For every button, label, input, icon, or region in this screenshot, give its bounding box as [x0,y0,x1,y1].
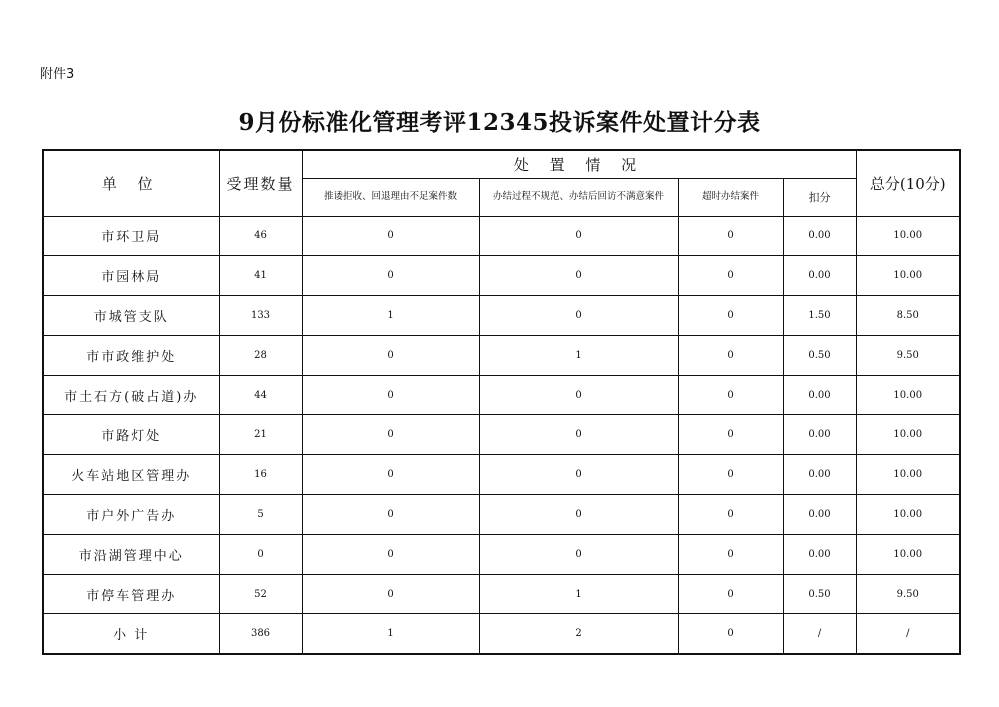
total-cell: 10.00 [856,256,960,296]
total-cell: 8.50 [856,296,960,336]
header-irregular: 办结过程不规范、办结后回访不满意案件 [479,178,678,216]
deduction-cell: 0.00 [783,216,856,256]
total-cell: 10.00 [856,216,960,256]
total-cell: 10.00 [856,375,960,415]
table-row [43,256,960,296]
table-row [43,335,960,375]
overtime-cell: 0 [678,574,783,614]
table-row [43,296,960,336]
total-cell: 9.50 [856,335,960,375]
overtime-cell: 0 [678,495,783,535]
overtime-cell: 0 [678,534,783,574]
accepted-cell: 41 [219,256,302,296]
unit-cell: 火车站地区管理办 [43,455,219,495]
accepted-cell: 21 [219,415,302,455]
overtime-cell: 0 [678,335,783,375]
table-row [43,415,960,455]
accepted-cell: 28 [219,335,302,375]
deduction-cell: / [783,614,856,654]
irregular-cell: 0 [479,296,678,336]
table-row [43,216,960,256]
deduction-cell: 0.00 [783,455,856,495]
score-table [42,149,961,655]
unit-cell: 小 计 [43,614,219,654]
overtime-cell: 0 [678,614,783,654]
unit-cell: 市园林局 [43,256,219,296]
table-row [43,495,960,535]
unit-cell: 市沿湖管理中心 [43,534,219,574]
overtime-cell: 0 [678,415,783,455]
irregular-cell: 0 [479,495,678,535]
refused-cell: 1 [302,614,479,654]
table-row [43,614,960,654]
table-row [43,534,960,574]
total-cell: / [856,614,960,654]
irregular-cell: 0 [479,216,678,256]
total-cell: 10.00 [856,534,960,574]
refused-cell: 1 [302,296,479,336]
deduction-cell: 0.00 [783,415,856,455]
accepted-cell: 386 [219,614,302,654]
table-row [43,574,960,614]
irregular-cell: 1 [479,574,678,614]
refused-cell: 0 [302,256,479,296]
refused-cell: 0 [302,534,479,574]
overtime-cell: 0 [678,256,783,296]
table-row [43,455,960,495]
irregular-cell: 2 [479,614,678,654]
header-deduction: 扣分 [783,178,856,216]
accepted-cell: 133 [219,296,302,336]
unit-cell: 市环卫局 [43,216,219,256]
unit-cell: 市路灯处 [43,415,219,455]
table-row [43,375,960,415]
refused-cell: 0 [302,495,479,535]
overtime-cell: 0 [678,296,783,336]
overtime-cell: 0 [678,455,783,495]
deduction-cell: 0.50 [783,574,856,614]
header-total-score: 总分(10分) [856,150,960,216]
unit-cell: 市土石方(破占道)办 [43,375,219,415]
overtime-cell: 0 [678,375,783,415]
refused-cell: 0 [302,455,479,495]
irregular-cell: 0 [479,415,678,455]
unit-cell: 市户外广告办 [43,495,219,535]
deduction-cell: 0.00 [783,375,856,415]
unit-cell: 市停车管理办 [43,574,219,614]
header-handling: 处 置 情 况 [302,150,856,178]
irregular-cell: 0 [479,375,678,415]
header-unit: 单 位 [43,150,219,216]
refused-cell: 0 [302,415,479,455]
header-accepted-count: 受理数量 [219,150,302,216]
refused-cell: 0 [302,335,479,375]
refused-cell: 0 [302,375,479,415]
irregular-cell: 0 [479,256,678,296]
accepted-cell: 46 [219,216,302,256]
total-cell: 10.00 [856,455,960,495]
unit-cell: 市市政维护处 [43,335,219,375]
deduction-cell: 0.00 [783,256,856,296]
deduction-cell: 0.00 [783,495,856,535]
deduction-cell: 0.00 [783,534,856,574]
total-cell: 10.00 [856,495,960,535]
refused-cell: 0 [302,574,479,614]
irregular-cell: 0 [479,455,678,495]
irregular-cell: 1 [479,335,678,375]
unit-cell: 市城管支队 [43,296,219,336]
accepted-cell: 52 [219,574,302,614]
deduction-cell: 1.50 [783,296,856,336]
attachment-label: 附件3 [40,67,75,82]
irregular-cell: 0 [479,534,678,574]
header-refused: 推诿拒收、回退理由不足案件数 [302,178,479,216]
deduction-cell: 0.50 [783,335,856,375]
header-overtime: 超时办结案件 [678,178,783,216]
accepted-cell: 44 [219,375,302,415]
page-title: 9月份标准化管理考评12345投诉案件处置计分表 [238,109,761,136]
total-cell: 9.50 [856,574,960,614]
accepted-cell: 0 [219,534,302,574]
total-cell: 10.00 [856,415,960,455]
overtime-cell: 0 [678,216,783,256]
refused-cell: 0 [302,216,479,256]
accepted-cell: 5 [219,495,302,535]
accepted-cell: 16 [219,455,302,495]
